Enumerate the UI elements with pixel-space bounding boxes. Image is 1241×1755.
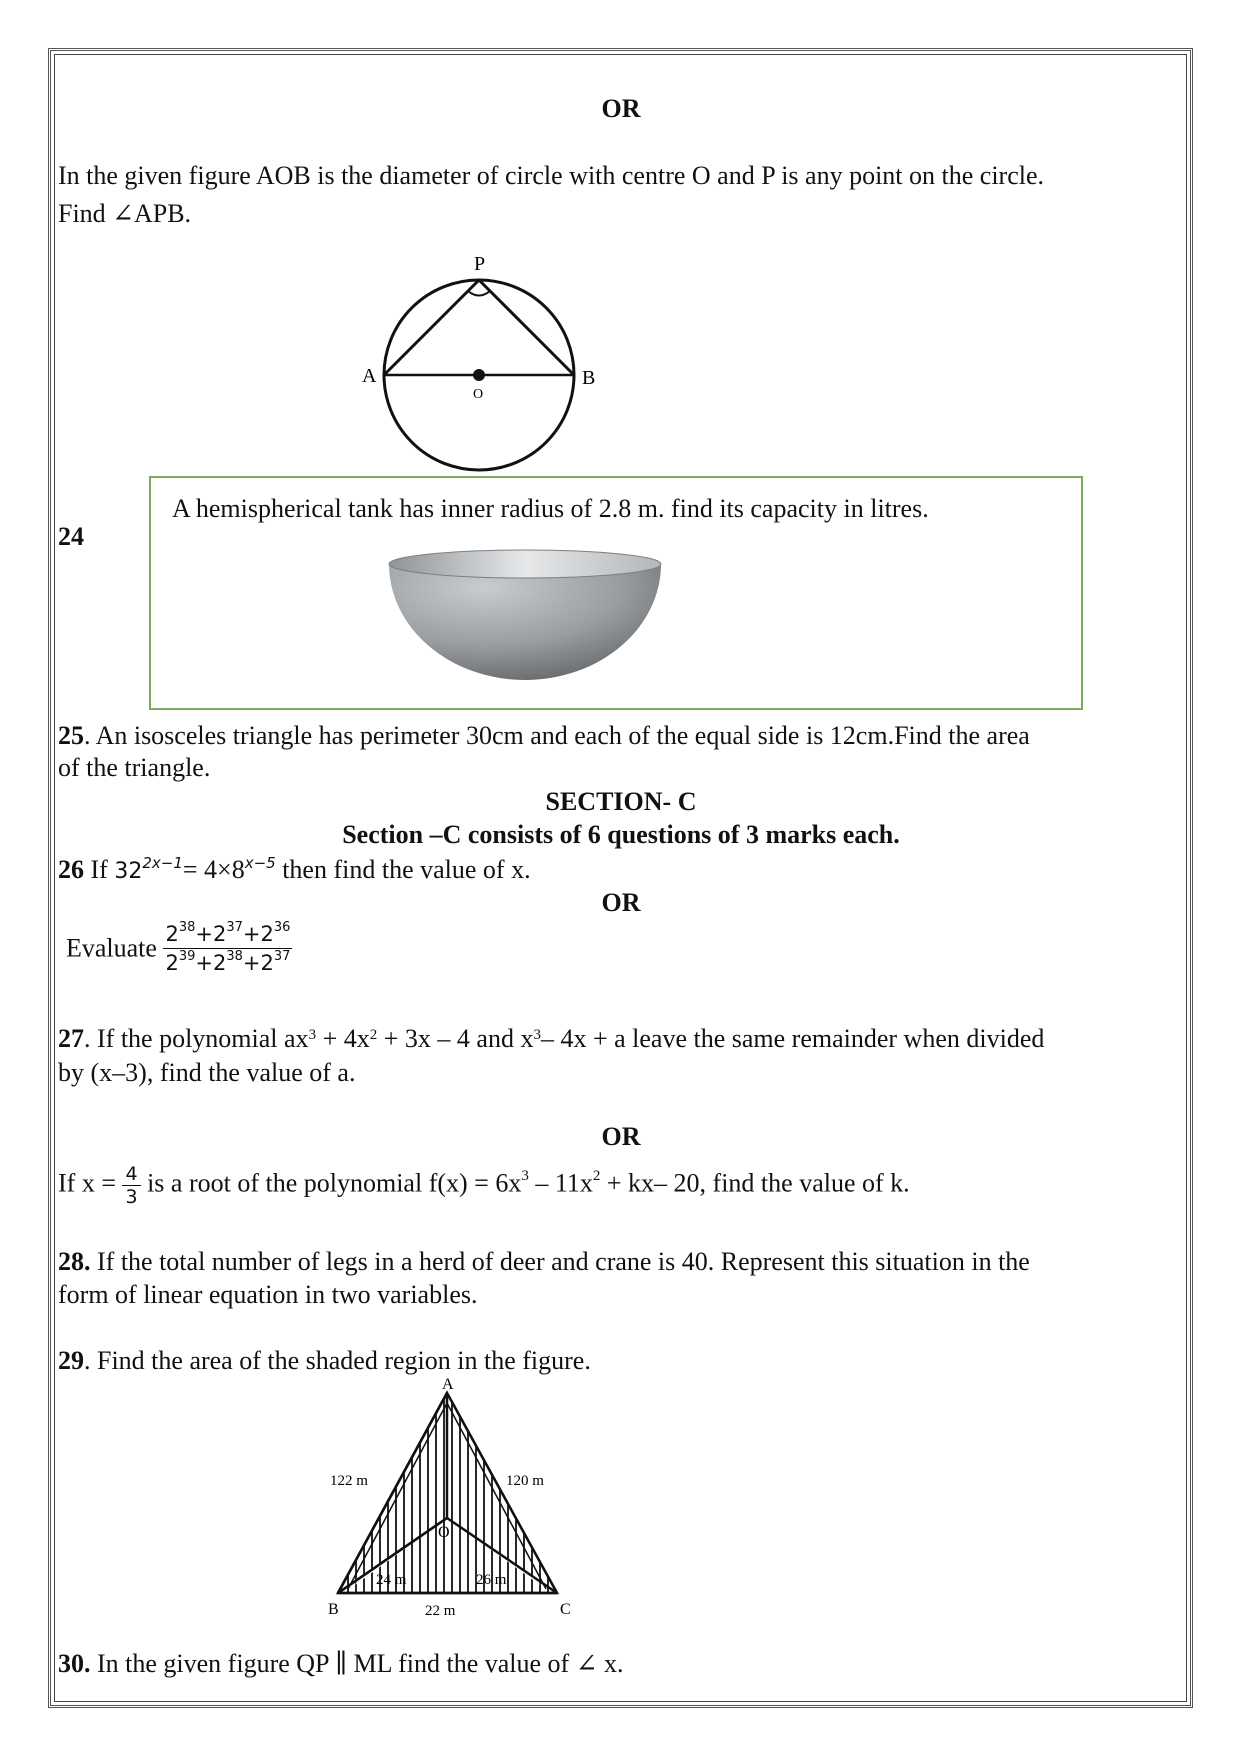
q26-or-evaluate xyxy=(66,920,292,977)
q26-exp1: 2x−1 xyxy=(142,854,183,872)
q26-prefix: If xyxy=(90,855,108,884)
or-heading: OR xyxy=(601,94,641,123)
section-c-subtitle: Section –C consists of 6 questions of 3 marks each. xyxy=(342,820,900,849)
q26-base1: 32 xyxy=(114,859,143,884)
q29-line: 29. Find the area of the shaded region in the figure. xyxy=(58,1346,591,1375)
label-p: P xyxy=(474,253,486,275)
label-c: C xyxy=(560,1601,571,1618)
q23-or-line2: Find ∠APB. xyxy=(58,199,192,228)
q26-mid: = 4×8 xyxy=(182,855,245,884)
fraction-denominator: $2^{39}+2^{38}+2^{37}$ xyxy=(165,949,291,975)
hemisphere-bowl-image xyxy=(385,548,665,680)
evaluate-label: Evaluate xyxy=(66,933,157,963)
q25-number: 25 xyxy=(58,721,84,750)
section-c-title: SECTION- C xyxy=(545,787,697,816)
q26-suffix: then find the value of x. xyxy=(282,855,531,884)
q28-line1: 28. If the total number of legs in a herd of deer and crane is 40. Represent this situation in the xyxy=(58,1247,1030,1276)
q26-or: OR xyxy=(601,888,641,917)
label-o: O xyxy=(438,1524,450,1541)
fraction-numerator: $2^{38}+2^{37}+2^{36}$ xyxy=(163,920,292,949)
label-ob-length: 24 m xyxy=(376,1572,407,1588)
q25-line2: of the triangle. xyxy=(58,753,211,782)
q25-text: . An isosceles triangle has perimeter 30cm and each of the equal side is 12cm.Find the area xyxy=(84,721,1030,750)
q28-number: 28. xyxy=(58,1247,91,1276)
four-thirds-fraction: $\frac{4}{3}$ xyxy=(122,1163,140,1208)
q27-number: 27 xyxy=(58,1024,84,1053)
label-b: B xyxy=(582,367,596,389)
circle-diameter-figure xyxy=(360,250,600,480)
label-ac-length: 120 m xyxy=(506,1473,544,1489)
q29-number: 29 xyxy=(58,1346,84,1375)
q30-number: 30. xyxy=(58,1649,91,1678)
label-oc-length: 26 m xyxy=(476,1572,507,1588)
q24-number: 24 xyxy=(58,522,84,551)
q25-line1 xyxy=(58,719,1030,753)
q23-or-line1: In the given figure AOB is the diameter of circle with centre O and P is any point on the circle. xyxy=(58,161,1045,190)
shaded-triangle-figure xyxy=(320,1375,590,1623)
label-a: A xyxy=(362,365,377,387)
q27-line2: by (x–3), find the value of a. xyxy=(58,1058,356,1087)
q28-line2: form of linear equation in two variables. xyxy=(58,1280,478,1309)
q26-number: 26 xyxy=(58,855,84,884)
q24-text: A hemispherical tank has inner radius of 2.8 m. find its capacity in litres. xyxy=(172,494,929,523)
label-a: A xyxy=(442,1376,454,1393)
label-o: O xyxy=(473,387,484,402)
label-bc-length: 22 m xyxy=(425,1603,456,1619)
q30-line: 30. In the given figure QP ∥ ML find the value of ∠ x. xyxy=(58,1649,624,1678)
q27-or: OR xyxy=(601,1122,641,1151)
label-ab-length: 122 m xyxy=(330,1473,368,1489)
q27-line1: 27. If the polynomial $ax^3 + 4x^2 + 3x - 4$ and $x^3-$ 4x + a leave the same remainder when divided xyxy=(58,1024,1045,1053)
q26-line xyxy=(58,853,531,890)
evaluate-fraction xyxy=(163,920,292,977)
q27-or-line: If x = $\frac{4}{3}$ is a root of the polynomial $f(x) = 6x^3 - 11x^2 + kx-$ 20, find the value of k. xyxy=(58,1163,910,1208)
q26-exp2: x−5 xyxy=(244,854,276,872)
label-b: B xyxy=(328,1601,339,1618)
